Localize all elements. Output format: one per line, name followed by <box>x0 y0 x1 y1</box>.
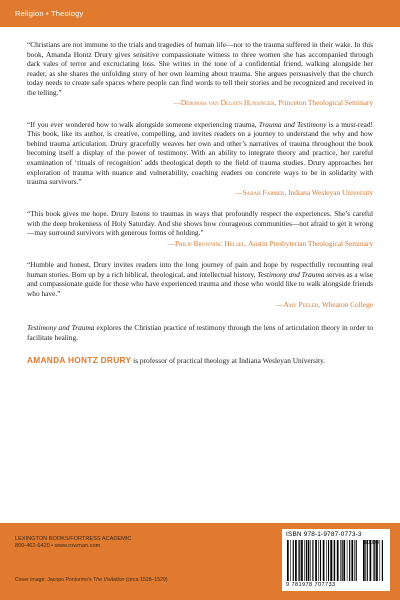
author-bio <box>27 356 373 366</box>
price-barcode <box>362 540 386 581</box>
cover-credit-prefix: Cover image: Jacopo Pontormo’s <box>15 577 94 583</box>
book-title: Testimony and Trauma <box>27 323 95 333</box>
category-label: Religion • Theology <box>15 9 84 18</box>
endorsement-attribution <box>27 98 373 108</box>
endorser-institution: Wheaton College <box>320 299 373 309</box>
endorser-institution: Indiana Wesleyan University <box>286 187 373 197</box>
publisher-name: LEXINGTON BOOKS/FORTRESS ACADEMIC <box>15 536 132 542</box>
endorsement-attribution <box>27 239 373 249</box>
author-name: AMANDA HONTZ DRURY <box>27 355 132 366</box>
endorser-name: —Philip Browning Helsel, <box>167 238 247 248</box>
endorser-name: —Amy Peeler, <box>276 299 321 309</box>
endorsement-3 <box>27 209 373 248</box>
endorsement-1 <box>27 40 373 108</box>
endorser-institution: Austin Presbyterian Theological Seminary <box>246 238 373 248</box>
endorsement-4 <box>27 260 373 309</box>
endorsement-attribution <box>27 300 373 310</box>
endorsement-text: “This book gives me hope. Drury listens to traumas in ways that profoundly respect the experiences. She’s careful with the deep brokenness of Holy Saturday. And she shows how courageous communities—not afraid to get it wrong—may surround survivors with generous forms of holding.” <box>27 209 373 238</box>
header-band <box>0 0 400 27</box>
publisher-info <box>15 536 131 551</box>
book-title: Testimony and Trauma <box>257 269 325 279</box>
endorser-name: —Sarah Farmer, <box>235 187 287 197</box>
endorser-institution: Princeton Theological Seminary <box>276 98 373 108</box>
publisher-contact: 800-462-6420 • www.rowman.com <box>15 543 101 550</box>
summary-text: explores the Christian practice of testimony through the lens of articulation theory in order to facilitate healing. <box>27 323 373 342</box>
endorsement-text: serves as a wise and compassionate guide for those who have experienced trauma and those who would like to walk alongside friends who have.” <box>27 269 373 299</box>
ean-barcode <box>286 540 360 581</box>
endorser-name: —Deborah van Deusen Hunsinger, <box>173 98 277 108</box>
endorsements <box>27 40 373 366</box>
endorsement-text: “Humble and honest, Drury invites readers into the long journey of pain and hope by respectfully recounting real human stories. Born up by a rich biblical, theological, and intellectual history, <box>27 260 373 279</box>
endorsement-text: “Christians are not immune to the trials and tragedies of human life—nor to the trauma suffered in their wake. In this book, Amanda Hontz Drury gives sensitive compassionate witness to three women she has accompanied through dark vales of terror and excruciating loss. She writes in the tone of a confidential friend, walking alongside her reader, as she shares the unfolding story of her own learning about trauma. She argues persuasively that the church today needs to create safe spaces where people can find words to tell their stories and be recognized and received in the telling.” <box>27 40 373 97</box>
endorsement-text: “If you ever wondered how to walk alongside someone experiencing trauma, <box>27 119 259 129</box>
ean-number: 9 781978 707733 <box>286 582 336 588</box>
author-bio-text: is professor of practical theology at Indiana Wesleyan University. <box>131 356 326 366</box>
book-summary <box>27 323 373 342</box>
cover-credit-date: (circa 1528–1529) <box>124 577 168 583</box>
cover-credit <box>15 577 168 583</box>
barcode-block <box>282 529 390 591</box>
endorsement-text: is a must-read! This book, like its author, is creative, compelling, and invites readers on a journey to understand the why and how behind trauma articulation. Drury gracefully weaves her own and other’s narratives of trauma throughout the book becoming itself a display of the power of testimony. With an ability to integrate theory and practice, her careful examination of ‘rituals of recognition’ adds theological depth to the field of trauma studies. Drury approaches her exploration of trauma with nuance and vulnerability, coaching readers on concrete ways to be in solidarity with trauma survivors.” <box>27 119 373 187</box>
isbn-label: ISBN 978-1-9787-0773-3 <box>286 531 362 538</box>
price-code: 90000 <box>364 540 379 546</box>
endorsement-2 <box>27 120 373 197</box>
endorsement-attribution <box>27 188 373 198</box>
book-title: Trauma and Testimony <box>258 119 327 129</box>
cover-artwork-title: The Visitation <box>93 577 125 583</box>
